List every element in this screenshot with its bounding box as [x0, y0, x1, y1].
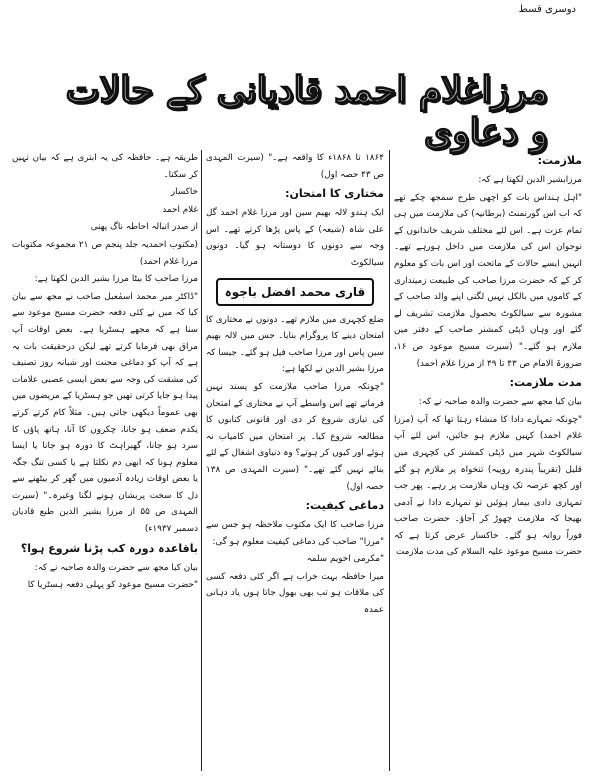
- column-left: [12, 150, 198, 777]
- section-heading: باقاعدہ دورہ کب پڑنا شروع ہوا؟: [20, 541, 198, 555]
- paragraph: بیان کیا مجھ سے حضرت والدہ صاحبہ نے کہ:: [418, 397, 582, 408]
- paragraph: "اہل ہنداس بات کو اچھی طرح سمجھ چکے تھے کہ اب اس گورنمنٹ (برطانیہ) کی ملازمت میں ہی تمام عزت ہے۔ اس لئے مختلف شریف خاندانوں کے نوجوان اس کی ملازمت میں داخل ہورہے تھے۔ انہیں ایسے حالات کے ماتحت اور اس بات کو معلوم کر کے کہ حضرت مرزا صاحب کی طبیعت زمینداری کے کاموں میں بالکل نہیں لگتی اپنے والد صاحب کے مشورہ سے سیالکوٹ بحصول ملازمت تشریف لے گئے اور وہاں ڈپٹی کمشنر صاحب کے دفتر میں ملازم ہو گئے۔" (سیرت مسیح موعود ص ۱۶، ضرورۃ الامام ص ۴۳ تا ۴۹ از مرزا غلام احمد): [394, 192, 582, 369]
- section-heading: ملازمت:: [537, 154, 582, 167]
- section-heading: مدت ملازمت:: [509, 376, 582, 390]
- column-right: [394, 150, 582, 777]
- author-byline: قاری محمد افضل باجوہ: [216, 278, 374, 306]
- paragraph: مرزا صاحب کا بیٹا مرزا بشیر الدین لکھتا ہے:: [34, 274, 198, 285]
- paragraph: خاکسار: [170, 187, 198, 198]
- article-title: مرزاغلام احمد قادیانی کے حالات و دعاوی: [65, 69, 548, 153]
- paragraph: ضلع کچہری میں ملازم تھے۔ دونوں نے مختاری کا امتحان دینے کا پروگرام بنایا۔ جس میں لالہ بھیم سین پاس اور مرزا صاحب فیل ہو گئے۔ جیسا کہ مرزا بشیر الدین نے لکھا ہے:: [206, 314, 384, 375]
- paragraph: میرا حافظہ بہت خراب ہے اگر کئی دفعہ کسی کی ملاقات ہو تب بھی بھول جاتا ہوں یاد دہانی عمدہ: [206, 571, 384, 616]
- section-heading: مختاری کا امتحان:: [285, 187, 384, 201]
- paragraph: از صدر انبالہ احاطہ ناگ پھنی: [90, 222, 198, 233]
- paragraph: ایک ہندو لالہ بھیم سین اور مرزا غلام احمد گل علی شاہ (شیعہ) کے پاس پڑھا کرتے تھے۔ اس وجہ سے دونوں کا دوستانہ ہو گیا۔ دونوں سیالکوٹ: [206, 208, 384, 268]
- paragraph: "چونکہ مرزا صاحب ملازمت کو پسند نہیں فرماتے تھے اس واسطے آپ نے مختاری کے امتحان کی تیاری شروع کر دی اور قانونی کتابوں کا مطالعہ شروع کیا۔ پر امتحان میں کامیاب نہ ہوئے اور کیوں کر ہوتے؟ وہ دنیاوی اشغال کے لئے بنائے نہیں گئے تھے۔" (سیرت المہدی ص ۱۳۸ حصہ اول): [206, 381, 384, 492]
- paragraph: مرزابشیر الدین لکھتا ہے کہ:: [478, 175, 582, 185]
- paragraph: بیان کیا مجھ سے حضرت والدہ صاحبہ نے کہ:: [34, 562, 198, 573]
- paragraph: طریقہ ہے۔ حافظہ کی یہ ابتری ہے کہ بیان نہیں کر سکتا۔: [12, 153, 198, 180]
- paragraph: ۱۸۶۴ تا ۱۸۶۸ء کا واقعہ ہے۔" (سیرت المہدی ص ۴۳ حصہ اول): [206, 153, 384, 180]
- paragraph: (مکتوب احمدیہ جلد پنجم ص ۲۱ مجموعہ مکتوبات مرزا غلام احمد): [12, 239, 198, 267]
- column-divider: [201, 150, 202, 771]
- paragraph: مرزا صاحب کا ایک مکتوب ملاحظہ ہو جس سے "مرزا" صاحب کی دماغی کیفیت معلوم ہو گی:: [206, 520, 384, 547]
- paragraph: "چونکہ تمہارے دادا کا منشاء رہتا تھا کہ آپ (مرزا غلام احمد) کہیں ملازم ہو جائیں، اس لئے آپ سیالکوٹ شہر میں ڈپٹی کمشنر کی کچہری میں قلیل (تقریباً پندرہ روپیہ) تنخواہ پر ملازم ہو گئے اور کچھ عرصہ تک وہاں ملازمت پر رہے۔ پھر جب تمہاری دادی بیمار ہوئیں تو تمہارے دادا نے آدمی بھیجا کہ ملازمت چھوڑ کر آجاؤ۔ حضرت صاحب فوراً روانہ ہو گئے۔ خاکسار عرض کرتا ہے کہ حضرت مسیح موعود علیہ السلام کی مدت ملازمت: [394, 414, 582, 558]
- section-heading: دماغی کیفیت:: [305, 499, 384, 513]
- column-divider: [389, 150, 390, 771]
- paragraph: "حضرت مسیح موعود کو پہلی دفعہ ہسٹریا کا: [27, 580, 198, 591]
- column-middle: [206, 150, 384, 777]
- paragraph: غلام احمد: [162, 204, 198, 215]
- paragraph: "ڈاکٹر میر محمد اسمٰعیل صاحب نے مجھ سے بیان کیا کہ میں نے کئی دفعہ حضرت مسیح موعود سے سنا ہے کہ مجھے ہسٹریا ہے۔ بعض اوقات آپ مراق بھی فرمایا کرتے تھے لیکن درحقیقت بات یہ ہے کہ آپ کو دماغی محنت اور شبانہ روز تصنیف کی مشقت کی وجہ سے بعض ایسی عصبی علامات پیدا ہو جایا کرتی تھیں جو ہسٹریا کے مریضوں میں بھی عموماً دیکھی جاتی ہیں۔ مثلاً کام کرتے کرتے یکدم ضعف ہو جانا، چکروں کا آنا، ہاتھ پاؤں کا سرد ہو جانا، گھبراہٹ کا دورہ ہو جانا یا ایسا معلوم ہونا کہ ابھی دم نکلتا ہے یا کسی تنگ جگہ یا بعض اوقات زیادہ آدمیوں میں گھر کر بیٹھنے سے دل کا سخت پریشان ہونے لگنا وغیرہ۔" (سیرت المہدی ص ۵۵ از مرزا بشیر الدین طبع قادیان دسمبر ۱۹۳۷ء): [12, 291, 198, 535]
- series-label: دوسری قسط: [518, 4, 576, 15]
- paragraph: "مکرمی اخویم سلمہ: [306, 554, 384, 565]
